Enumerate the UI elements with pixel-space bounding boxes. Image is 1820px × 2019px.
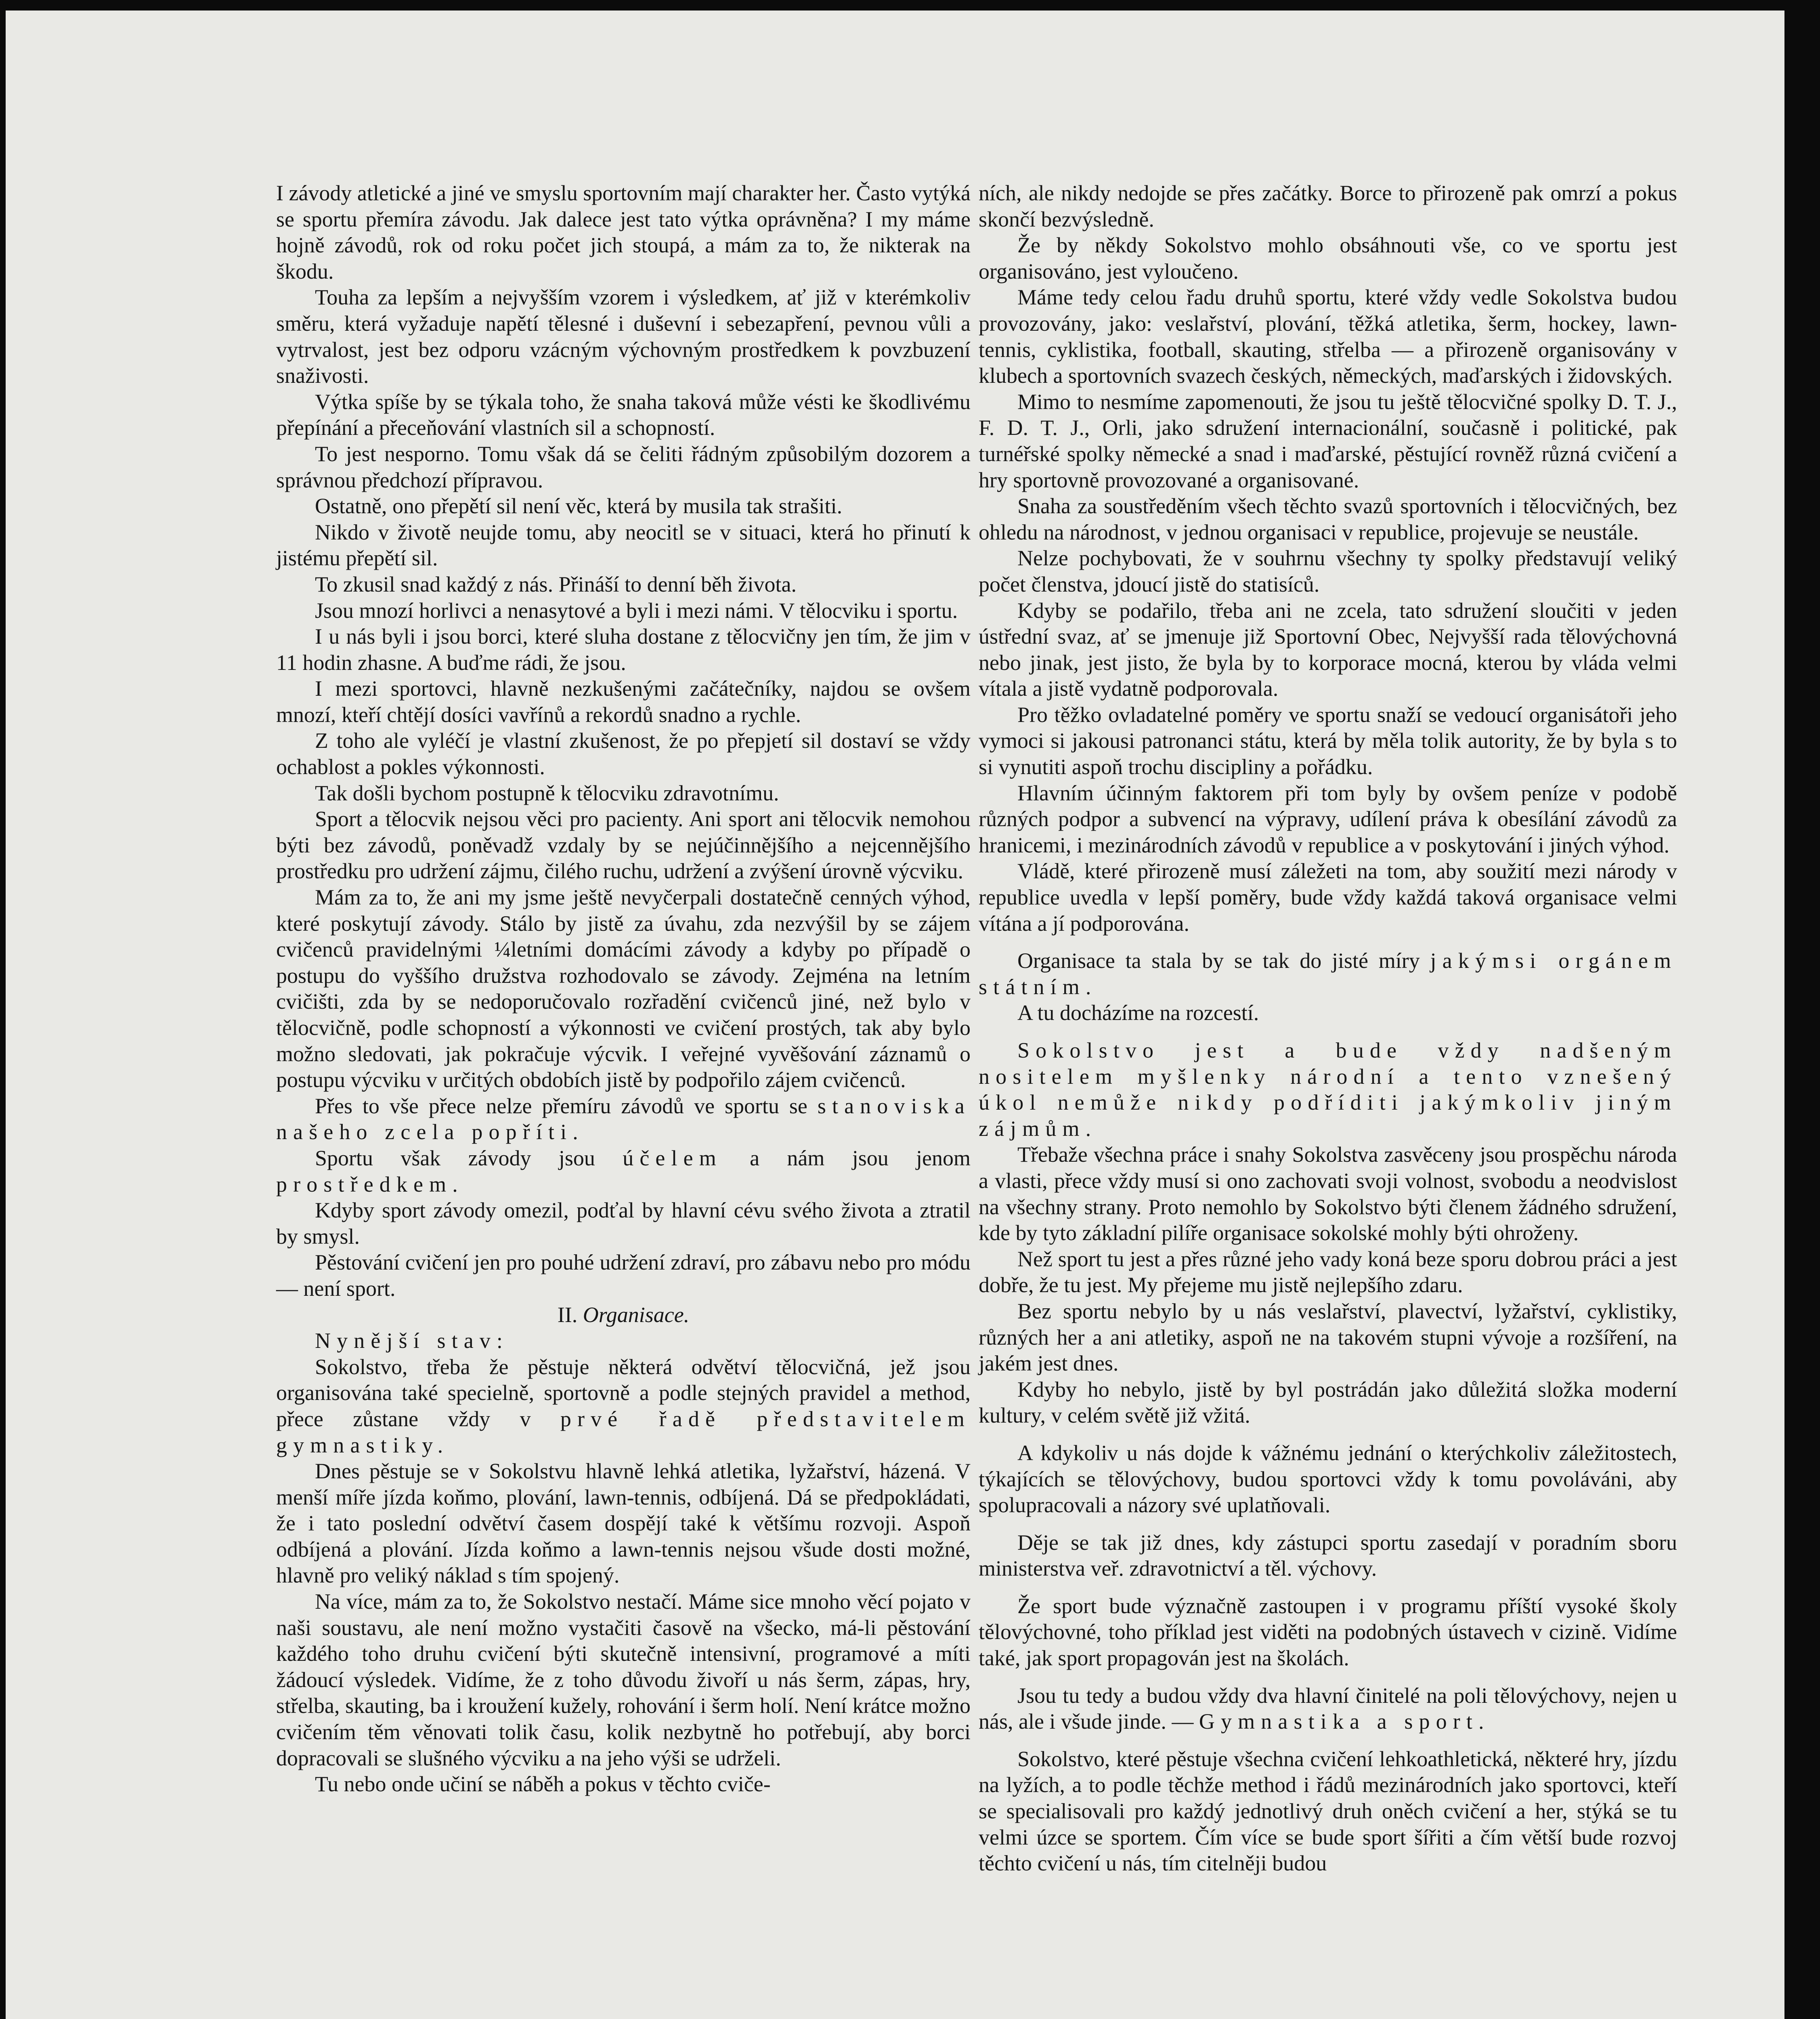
paragraph: Na více, mám za to, že Sokolstvo nestačí. Máme sice mnoho věcí pojato v naši soustavu, ale není možno vystačiti časově na všecko, má-li pěstování každého toho druhu cvičení býti skutečně intensivní, programové a míti žádoucí výsledek. Vidíme, že z toho důvodu živoří u nás šerm, zápas, hry, střelba, skauting, ba i kroužení kužely, rohování i šerm holí. Není krátce možno cvičením těm věnovati tolik času, kolik nezbytně ho potřebují, aby borci dopracovali se slušného výcviku a na jeho výši se udrželi. xyxy=(276,1589,971,1770)
paragraph: I u nás byli i jsou borci, které sluha dostane z tělocvičny jen tím, že jim v 11 hodin zhasne. A buďme rádi, že jsou. xyxy=(276,624,971,675)
paragraph xyxy=(276,1328,971,1354)
document-page xyxy=(6,10,1784,2019)
paragraph: Pro těžko ovladatelné poměry ve sportu snaží se vedoucí organisátoři jeho vymoci si jakousi patronanci státu, která by měla tolik autority, že by byla s to si vynutiti aspoň trochu discipliny a pořádku. xyxy=(979,702,1677,779)
paragraph: Než sport tu jest a přes různé jeho vady koná beze sporu dobrou práci a jest dobře, že tu jest. My přejeme mu jistě nejlepšího zdaru. xyxy=(979,1247,1677,1297)
paragraph: Třebaže všechna práce i snahy Sokolstva zasvěceny jsou prospěchu národa a vlasti, přece vždy musí si ono zachovati svoji volnost, svobodu a neodvislost na všechny strany. Proto nemohlo by Sokolstvo býti členem žádného sdružení, kde by tyto základní pilíře organisace sokolské mohly býti ohroženy. xyxy=(979,1142,1677,1245)
emphasis-text: jakýmsi orgánem státním. xyxy=(979,949,1677,999)
paragraph: Nikdo v životě neujde tomu, aby neocitl se v situaci, která ho přinutí k jistému přepětí sil. xyxy=(276,520,971,571)
paragraph xyxy=(979,948,1677,1000)
emphasis-text: Gymnastika a sport. xyxy=(1199,1709,1490,1734)
paragraph: Kdyby ho nebylo, jistě by byl postrádán jako důležitá složka moderní kultury, v celém světě již vžitá. xyxy=(979,1377,1677,1428)
text-run: a nám jsou jenom xyxy=(750,1146,971,1170)
paragraph xyxy=(979,1037,1677,1142)
paragraph: Snaha za soustředěním všech těchto svazů sportovních i tělocvičných, bez ohledu na národnost, v jednou organisaci v republice, projevuje se neustále. xyxy=(979,494,1677,544)
paragraph: ních, ale nikdy nedojde se přes začátky. Borce to přirozeně pak omrzí a pokus skončí bezvýsledně. xyxy=(979,181,1677,231)
paragraph xyxy=(979,1683,1677,1735)
paragraph: Hlavním účinným faktorem při tom byly by ovšem peníze v podobě různých podpor a subvencí na výpravy, udílení práva k obesílání závodů za hranicemi, i mezinárodních závodů v republice a v poskytování i jiných výhod. xyxy=(979,781,1677,857)
emphasis-text: prvé řadě představitelem gymnastiky. xyxy=(276,1406,971,1457)
text-run: Přes to vše přece nelze přemíru závodů ve sportu se xyxy=(315,1093,807,1118)
emphasis-text: účelem xyxy=(623,1146,722,1170)
paragraph: Kdyby se podařilo, třeba ani ne zcela, tato sdružení sloučiti v jeden ústřední svaz, ať se jmenuje již Sportovní Obec, Nejvyšší rada tělovýchovná nebo jinak, jest jisto, že byla by to korporace mocná, kterou by vláda velmi vítala a jistě vydatně podporovala. xyxy=(979,598,1677,701)
paragraph: I závody atletické a jiné ve smyslu sportovním mají charakter her. Často vytýká se sportu přemíra závodu. Jak dalece jest tato výtka oprávněna? I my máme hojně závodů, rok od roku počet jich stoupá, a mám za to, že nikterak na škodu. xyxy=(276,181,971,283)
text-run: Sokolstvo, třeba že pěstuje některá odvětví tělocvičná, jež jsou organisována také specielně, sportovně a podle stejných pravidel a method, přece zůstane vždy v xyxy=(276,1354,971,1431)
text-run: Jsou tu tedy a budou vždy dva hlavní činitelé na poli tělovýchovy, nejen u nás, ale i všude jinde. — xyxy=(979,1683,1677,1734)
emphasis-text: Nynější stav: xyxy=(315,1329,509,1353)
paragraph: Jsou mnozí horlivci a nenasytové a byli i mezi námi. V tělocviku i sportu. xyxy=(315,598,958,623)
paragraph: Nelze pochybovati, že v souhrnu všechny ty spolky představují veliký počet členstva, jdoucí jistě do statisíců. xyxy=(979,546,1677,596)
section-number: II. xyxy=(557,1302,578,1327)
emphasis-text: prostředkem. xyxy=(276,1172,464,1196)
emphasis-text: Sokolstvo jest a bude vždy nadšeným nositelem myšlenky národní a tento vznešený úkol nemůže nikdy podříditi jakýmkoliv jiným zájmům. xyxy=(979,1038,1677,1141)
paragraph xyxy=(276,1145,971,1197)
paragraph: Z toho ale vyléčí je vlastní zkušenost, že po přepjetí sil dostaví se vždy ochablost a pokles výkonnosti. xyxy=(276,728,971,779)
text-run: Organisace ta stala by se tak do jisté míry xyxy=(1017,949,1420,973)
scan-border-left xyxy=(0,0,6,2019)
paragraph: Mimo to nesmíme zapomenouti, že jsou tu ještě tělocvičné spolky D. T. J., F. D. T. J., Orli, jako sdružení internacionální, současně i politické, pak turnéřské spolky německé a snad i maďarské, pěstující rovněž různá cvičení a hry sportovně provozované a organisované. xyxy=(979,389,1677,492)
paragraph: Tak došli bychom postupně k tělocviku zdravotnímu. xyxy=(315,781,779,805)
text-run: Sportu však závody jsou xyxy=(315,1146,595,1170)
emphasis-text: stanoviska našeho zcela popříti. xyxy=(276,1093,971,1144)
paragraph: Mám za to, že ani my jsme ještě nevyčerpali dostatečně cenných výhod, které poskytují závody. Stálo by jistě za úvahu, zda nezvýšil by se zájem cvičenců pravidelnými ¼letními domácími závody a kdyby po případě o postupu do vyššího družstva rozhodovalo se závody. Zejména na letním cvičišti, zda by se nedoporučovalo rozřadění cvičenců jiné, než bylo v tělocvičně, podle schopností a výkonnosti ve cvičení prostých, tak aby bylo možno sledovati, jak pokračuje výcvik. I veřejné vyvěšování záznamů o postupu výcviku v určitých obdobích jistě by podpořilo zájem cvičenců. xyxy=(276,885,971,1092)
paragraph: Sokolstvo, které pěstuje všechna cvičení lehkoathletická, některé hry, jízdu na lyžích, a to podle těchže method i řádů mezinárodních jako sportovci, kteří se specialisovali pro každý jednotlivý druh oněch cvičení a her, stýká se tu velmi úzce se sportem. Čím více se bude sport šířiti a čím větší bude rozvoj těchto cvičení u nás, tím citelněji budou xyxy=(979,1746,1677,1876)
paragraph: Ostatně, ono přepětí sil není věc, která by musila tak strašiti. xyxy=(315,494,843,518)
paragraph: Pěstování cvičení jen pro pouhé udržení zdraví, pro zábavu nebo pro módu — není sport. xyxy=(276,1250,971,1301)
right-column xyxy=(979,180,1677,1876)
paragraph: Kdyby sport závody omezil, podťal by hlavní cévu svého života a ztratil by smysl. xyxy=(276,1198,971,1249)
paragraph: Bez sportu nebylo by u nás veslařství, plavectví, lyžařství, cyklistiky, různých her a ani atletiky, aspoň ne na takovém stupni vývoje a rozšíření, na jakém jest dnes. xyxy=(979,1299,1677,1376)
paragraph: Vládě, které přirozeně musí záležeti na tom, aby soužití mezi národy v republice uvedla v lepší poměry, bude vždy každá taková organisace velmi vítána a jí podporována. xyxy=(979,859,1677,936)
paragraph: Výtka spíše by se týkala toho, že snaha taková může vésti ke škodlivému přepínání a přeceňování vlastních sil a schopností. xyxy=(276,389,971,440)
paragraph: Že by někdy Sokolstvo mohlo obsáhnouti vše, co ve sportu jest organisováno, jest vyloučeno. xyxy=(979,233,1677,283)
section-title: Organisace. xyxy=(583,1302,690,1327)
paragraph: A kdykoliv u nás dojde k vážnému jednání o kterýchkoliv záležitostech, týkajících se tělovýchovy, budou sportovci vždy k tomu povoláváni, aby spolupracovali a názory své uplatňovali. xyxy=(979,1440,1677,1517)
section-heading xyxy=(276,1302,971,1328)
paragraph: Sport a tělocvik nejsou věci pro pacienty. Ani sport ani tělocvik nemohou býti bez závodů, poněvadž vzdaly by se nejúčinnějšího a nejcennějšího prostředku pro udržení zájmu, čilého ruchu, udržení a zvýšení úrovně výcviku. xyxy=(276,807,971,884)
paragraph: Děje se tak již dnes, kdy zástupci sportu zasedají v poradním sboru ministerstva veř. zdravotnictví a těl. výchovy. xyxy=(979,1530,1677,1581)
paragraph xyxy=(276,1093,971,1145)
paragraph: Máme tedy celou řadu druhů sportu, které vždy vedle Sokolstva budou provozovány, jako: veslařství, plování, těžká atletika, šerm, hockey, lawn-tennis, cyklistika, football, skauting, střelba — a přirozeně organisovány v klubech a sportovních svazech českých, německých, maďarských i židovských. xyxy=(979,285,1677,388)
paragraph xyxy=(276,1354,971,1458)
paragraph: Touha za lepším a nejvyšším vzorem i výsledkem, ať již v kterémkoliv směru, která vyžaduje napětí tělesné i duševní i sebezapření, pevnou vůli a vytrvalost, jest bez odporu vzácným výchovným prostředkem k povzbuzení snaživosti. xyxy=(276,285,971,388)
scan-border-top xyxy=(0,0,1820,10)
paragraph: To jest nesporno. Tomu však dá se čeliti řádným způsobilým dozorem a správnou předchozí přípravou. xyxy=(276,441,971,492)
left-column xyxy=(276,180,971,1797)
paragraph: A tu docházíme na rozcestí. xyxy=(1017,1001,1259,1025)
paragraph: Že sport bude význačně zastoupen i v programu příští vysoké školy tělovýchovné, toho příklad jest viděti na podobných ústavech v cizině. Vidíme také, jak sport propagován jest na školách. xyxy=(979,1593,1677,1671)
paragraph: Tu nebo onde učiní se náběh a pokus v těchto cviče- xyxy=(315,1772,771,1797)
paragraph: Dnes pěstuje se v Sokolstvu hlavně lehká atletika, lyžařství, házená. V menší míře jízda koňmo, plování, lawn-tennis, odbíjená. Dá se předpokládati, že i tato poslední odvětví časem dospějí také k většímu rozvoji. Aspoň odbíjená a plování. Jízda koňmo a lawn-tennis nejsou všude dosti možné, hlavně pro veliký náklad s tím spojený. xyxy=(276,1459,971,1588)
paragraph: I mezi sportovci, hlavně nezkušenými začátečníky, najdou se ovšem mnozí, kteří chtějí dosíci vavřínů a rekordů snadno a rychle. xyxy=(276,676,971,727)
paragraph: To zkusil snad každý z nás. Přináší to denní běh života. xyxy=(315,572,797,596)
scan-border-right xyxy=(1784,0,1820,2019)
